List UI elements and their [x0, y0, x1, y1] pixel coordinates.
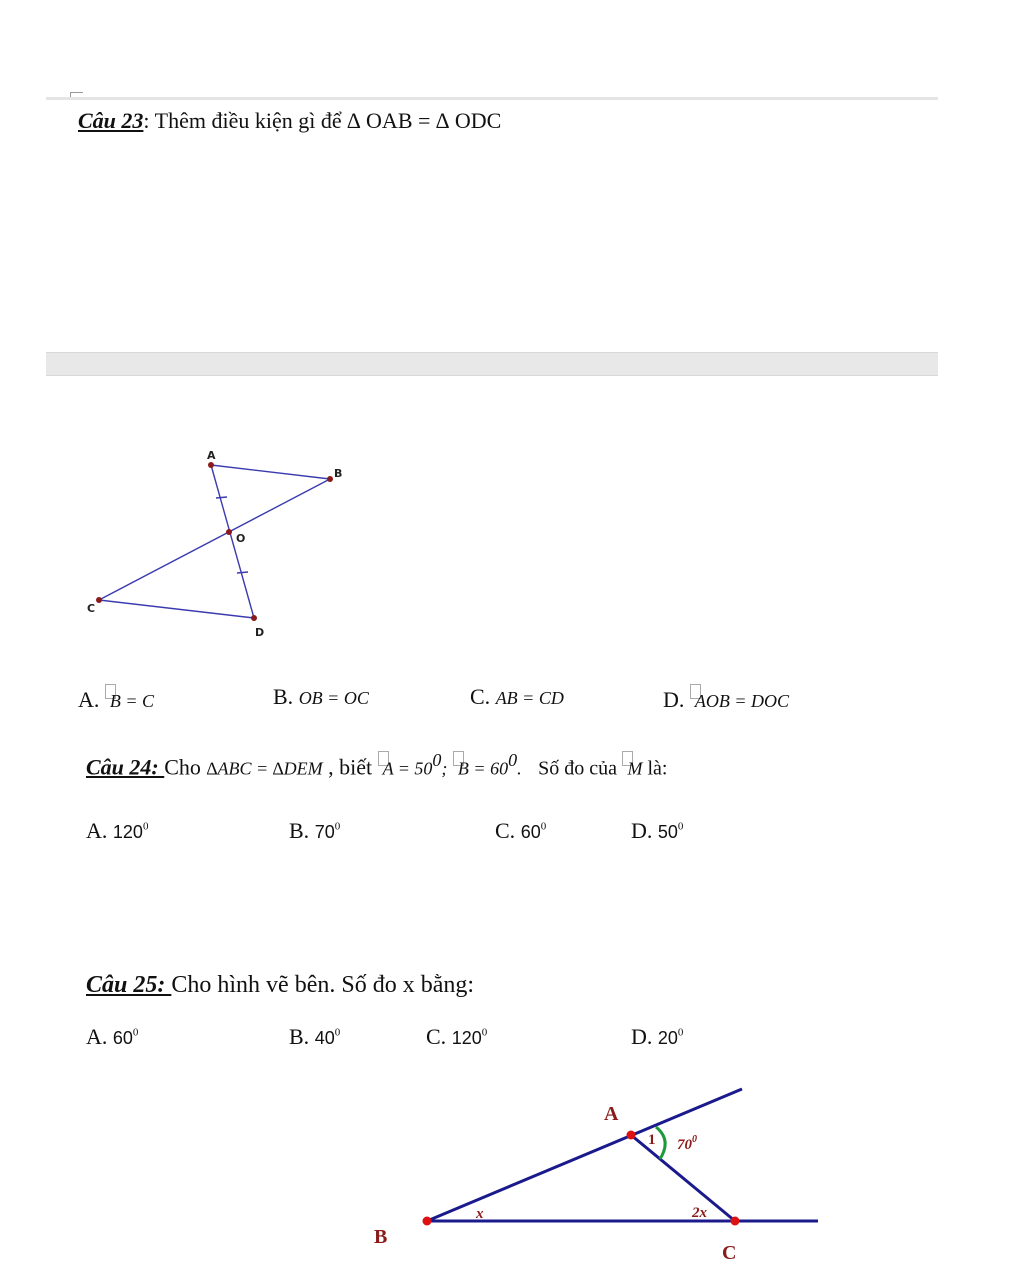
q24-option-d[interactable]: D. $50^0$ — [631, 818, 684, 843]
point-d — [251, 615, 257, 621]
point-o — [226, 529, 232, 535]
label-2x: 2x — [692, 1205, 707, 1221]
label-d: D — [255, 626, 265, 639]
q24-option-c[interactable]: C. $60^0$ — [495, 818, 547, 843]
label-x: x — [476, 1206, 484, 1222]
question-24-heading: Câu 24: Cho ∆ABC = ∆DEM , biết $A = 50^0$; $B = 60^0$. Số đo của M là: — [86, 750, 668, 780]
q25-option-d[interactable]: D. $20^0$ — [631, 1024, 684, 1049]
label-c: C — [87, 602, 96, 615]
q24-congruence: ∆ABC = ∆DEM — [206, 758, 323, 779]
point-b — [423, 1217, 432, 1226]
label-b: B — [334, 467, 343, 480]
label-b: B — [374, 1226, 388, 1248]
q23-option-d[interactable]: D. AOB = DOC — [663, 684, 789, 713]
label-a: A — [207, 449, 216, 462]
label-angle-1: 1 — [648, 1132, 656, 1148]
top-divider — [46, 97, 938, 100]
question-23-text: : Thêm điều kiện gì để ∆ OAB = ∆ ODC — [143, 108, 502, 133]
label-angle-70: $70^0$ — [677, 1134, 697, 1153]
q25-option-a[interactable]: A. $60^0$ — [86, 1024, 139, 1049]
q24-option-b[interactable]: B. $70^0$ — [289, 818, 341, 843]
point-c — [731, 1217, 740, 1226]
q23-option-a[interactable]: A. B = C — [78, 684, 154, 713]
label-c: C — [722, 1242, 737, 1264]
q23-option-b-value: OB = OC — [298, 688, 369, 708]
q23-option-c-value: AB = CD — [495, 688, 564, 708]
page-break-band — [46, 352, 938, 376]
q23-option-b[interactable]: B. OB = OC — [273, 684, 369, 709]
question-23-heading — [78, 108, 501, 134]
q24-option-a[interactable]: A. $120^0$ — [86, 818, 149, 843]
q25-option-c[interactable]: C. $120^0$ — [426, 1024, 488, 1049]
question-23-label: Câu 23 — [78, 108, 144, 133]
question-25-label: Câu 25: — [86, 972, 172, 998]
q23-option-d-value: AOB = DOC — [694, 691, 790, 711]
point-a — [627, 1131, 636, 1140]
point-b — [327, 476, 333, 482]
angle-arc-green — [656, 1127, 665, 1159]
q23-option-a-value: B = C — [109, 691, 155, 711]
question-25-text: Cho hình vẽ bên. Số đo x bằng: — [171, 972, 475, 998]
label-a: A — [604, 1103, 619, 1125]
q23-option-c[interactable]: C. AB = CD — [470, 684, 564, 709]
question-24-label: Câu 24: — [86, 754, 165, 780]
label-o: O — [236, 532, 246, 545]
point-c — [96, 597, 102, 603]
question-25-heading — [86, 972, 474, 999]
q25-option-b[interactable]: B. $40^0$ — [289, 1024, 341, 1049]
point-a — [208, 462, 214, 468]
